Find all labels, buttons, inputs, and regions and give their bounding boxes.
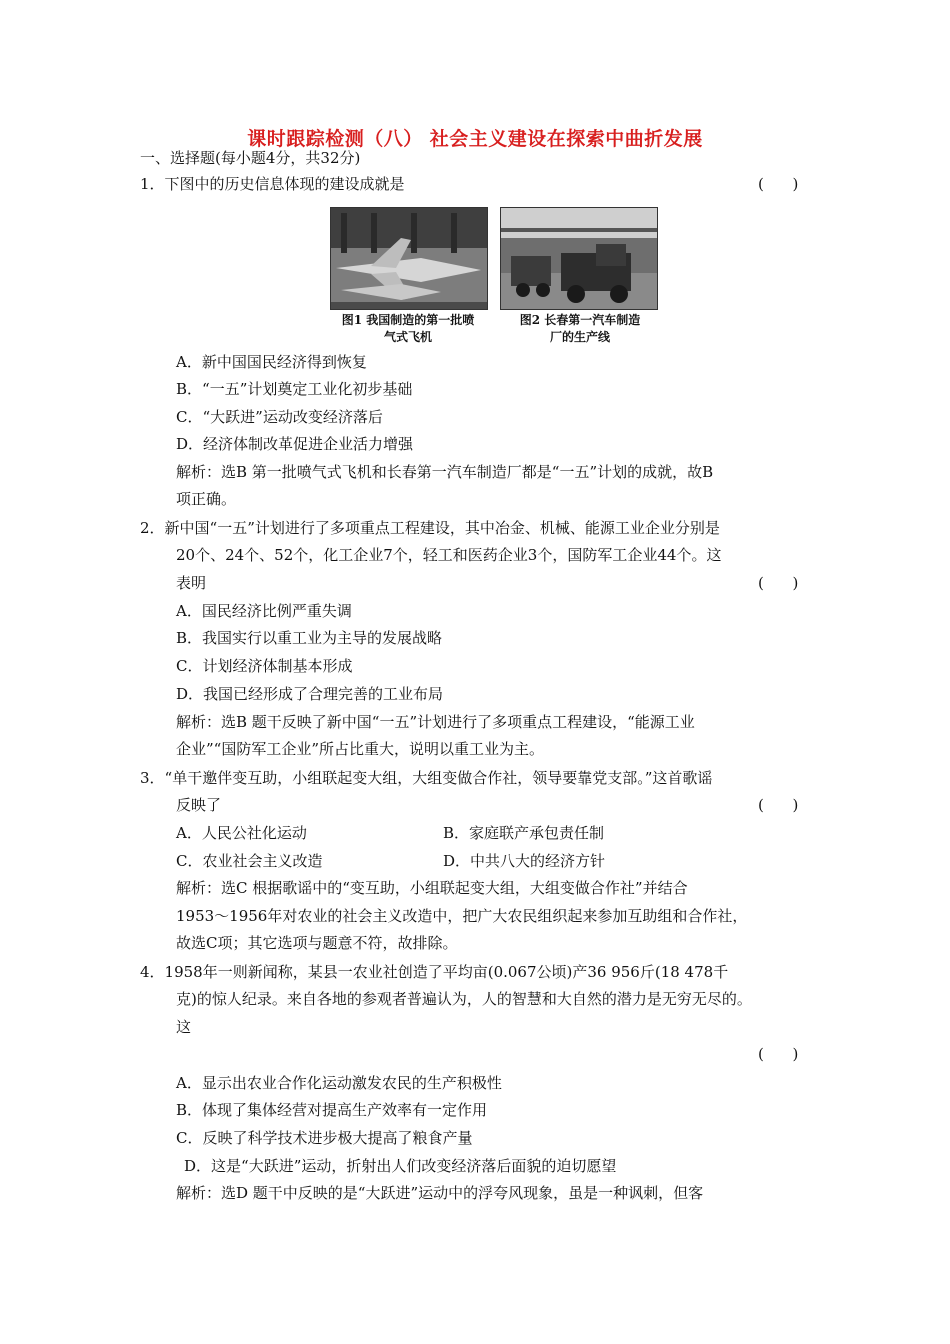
q1-answer-paren: ( )	[758, 175, 799, 193]
q1-option-c: C．“大跃进”运动改变经济落后	[176, 408, 383, 426]
fig2-photo	[500, 207, 658, 310]
q3-option-b: B．家庭联产承包责任制	[443, 824, 605, 842]
q4-option-b: B．体现了集体经营对提高生产效率有一定作用	[176, 1101, 488, 1119]
fig1-caption-line2: 气式飞机	[383, 330, 432, 344]
q3-answer-paren: ( )	[758, 796, 799, 814]
q1-analysis-line2: 项正确。	[176, 490, 237, 508]
q2-analysis-line2: 企业”“国防军工企业”所占比重大，说明以重工业为主。	[176, 740, 545, 758]
q2-stem-line2: 20个、24个、52个，化工企业7个，轻工和医药企业3个，国防军工企业44个。这	[176, 546, 722, 564]
q3-option-d: D．中共八大的经济方针	[443, 852, 606, 870]
fig1-caption	[320, 312, 496, 346]
q2-option-b: B．我国实行以重工业为主导的发展战略	[176, 629, 443, 647]
jet-aircraft-image	[331, 208, 487, 309]
q4-stem-line2: 克)的惊人纪录。来自各地的参观者普遍认为，人的智慧和大自然的潜力是无穷无尽的。	[176, 990, 752, 1008]
q4-stem-line1: 4．1958年一则新闻称，某县一农业社创造了平均亩(0.067公顷)产36 956斤(18 478千	[140, 963, 729, 981]
q3-stem-line1: 3．“单干邀伴变互助，小组联起变大组，大组变做合作社，领导要靠党支部。”这首歌谣	[140, 769, 713, 787]
q3-analysis-line1: 解析：选C 根据歌谣中的“变互助，小组联起变大组，大组变做合作社”并结合	[176, 879, 688, 897]
q2-analysis-line1: 解析：选B 题干反映了新中国“一五”计划进行了多项重点工程建设，“能源工业	[176, 713, 695, 731]
fig2-caption	[492, 312, 668, 346]
q4-answer-paren: ( )	[758, 1045, 799, 1063]
q4-option-c: C．反映了科学技术进步极大提高了粮食产量	[176, 1129, 473, 1147]
q4-stem-line3: 这	[176, 1018, 192, 1036]
q4-analysis-line1: 解析：选D 题干中反映的是“大跃进”运动中的浮夸风现象，虽是一种讽刺，但客	[176, 1184, 704, 1202]
q4-option-a: A．显示出农业合作化运动激发农民的生产积极性	[176, 1074, 502, 1092]
fig2-caption-line2: 厂的生产线	[549, 330, 610, 344]
fig1-caption-line1: 图1 我国制造的第一批喷	[341, 313, 475, 327]
q2-option-c: C．计划经济体制基本形成	[176, 657, 353, 675]
q3-analysis-line3: 故选C项；其它选项与题意不符，故排除。	[176, 934, 458, 952]
q1-option-b: B．“一五”计划奠定工业化初步基础	[176, 380, 413, 398]
fig2-caption-line1: 图2 长春第一汽车制造	[519, 313, 641, 327]
q1-stem: 1．下图中的历史信息体现的建设成就是	[140, 175, 405, 193]
q1-option-d: D．经济体制改革促进企业活力增强	[176, 435, 414, 453]
q2-stem-line1: 2．新中国“一五”计划进行了多项重点工程建设，其中冶金、机械、能源工业企业分别是	[140, 519, 720, 537]
q2-option-d: D．我国已经形成了合理完善的工业布局	[176, 685, 444, 703]
fig1-photo	[330, 207, 488, 310]
q3-stem-line2: 反映了	[176, 796, 222, 814]
q3-analysis-line2: 1953～1956年对农业的社会主义改造中，把广大农民组织起来参加互助组和合作社，	[176, 907, 748, 925]
q2-option-a: A．国民经济比例严重失调	[176, 602, 352, 620]
q2-stem-line3: 表明	[176, 574, 207, 592]
q3-option-a: A．人民公社化运动	[176, 824, 307, 842]
q1-analysis-line1: 解析：选B 第一批喷气式飞机和长春第一汽车制造厂都是“一五”计划的成就，故B	[176, 463, 714, 481]
q4-option-d: D．这是“大跃进”运动，折射出人们改变经济落后面貌的迫切愿望	[184, 1157, 617, 1175]
section-heading: 一、选择题(每小题4分，共32分)	[140, 149, 361, 167]
q1-option-a: A．新中国国民经济得到恢复	[176, 353, 367, 371]
q3-option-c: C．农业社会主义改造	[176, 852, 323, 870]
truck-production-line-image	[501, 208, 657, 309]
page-title: 课时跟踪检测（八） 社会主义建设在探索中曲折发展	[247, 128, 703, 150]
q2-answer-paren: ( )	[758, 574, 799, 592]
